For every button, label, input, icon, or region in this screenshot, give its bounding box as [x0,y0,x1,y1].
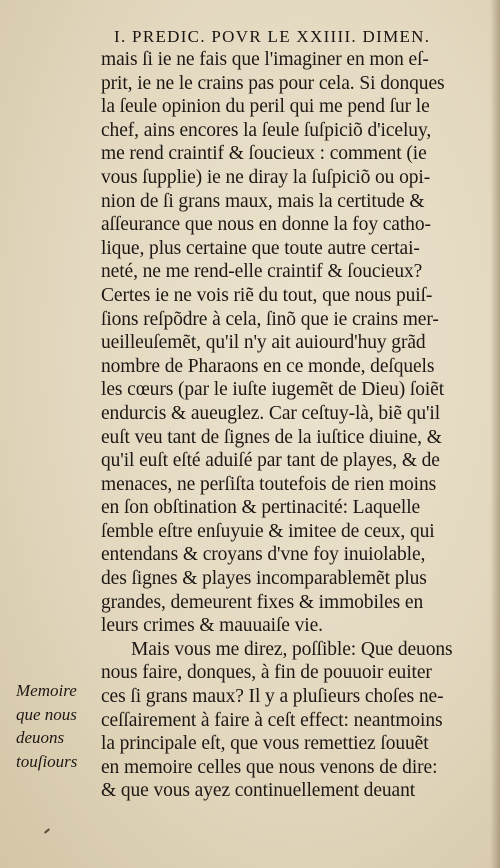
margin-note-line: que nous [16,704,77,724]
text-line: leurs crimes & mauuaiſe vie. [101,615,323,637]
text-line: mais ſi ie ne fais que l'imaginer en mon eſ- [101,49,429,70]
text-line: les cœurs (par le iuſte iugemẽt de Dieu) ſoiẽt [101,379,445,401]
marginal-note [16,679,101,773]
text-line: la principale eſt, que vous remettiez ſouuẽt [101,733,429,755]
text-line: endurcis & aueuglez. Car ceſtuy-là, biẽ qu'il [101,402,441,424]
margin-note-line: deuons [16,728,65,748]
text-line: me rend craintif & ſoucieux : comment (ie [101,143,427,165]
text-line: ſions reſpõdre à cela, ſinõ que ie crains mer- [101,308,439,330]
paragraph-first-line: Mais vous me direz, poſſible: Que deuons [131,638,453,660]
text-line: entendans & croyans d'vne foy inuiolable, [101,544,426,566]
margin-note-line: touſiours [16,751,78,771]
text-line: euſt veu tant de ſignes de la iuſtice diuine, & [101,426,442,448]
text-line: Certes ie ne vois riẽ du tout, que nous puiſ- [101,284,433,306]
text-line: aſſeurance que nous en donne la foy catho- [101,214,431,236]
text-line: & que vous ayez continuellement deuant [101,780,416,802]
text-line: prit, ie ne le crains pas pour cela. Si donques [101,72,445,94]
text-line: lique, plus certaine que toute autre certai- [101,237,420,259]
page-edge-shadow [490,0,500,868]
text-line: grandes, demeurent fixes & immobiles en [101,591,424,613]
text-line: nombre de Pharaons en ce monde, deſquels [101,355,435,377]
text-line: en memoire celles que nous venons de dire: [101,756,438,778]
margin-note-line: Memoire [16,681,77,700]
text-line: ces ſi grans maux? Il y a pluſieurs choſes ne- [101,686,444,708]
text-line: nion de ſi grans maux, mais la certitude & [101,190,425,212]
text-line: qu'il euſt eſté aduiſé par tant de playes, & de [101,450,440,472]
text-line: menaces, ne perſiſta toutefois de rien moins [101,473,437,495]
text-line: nous faire, donques, à fin de pouuoir euiter [101,662,432,684]
text-line: ceſſairement à faire à ceſt effect: neantmoins [101,709,443,731]
text-line: ueilleuſemẽt, qu'il n'y ait auiourd'huy grãd [101,332,426,354]
text-line: vous ſupplie) ie ne diray la ſuſpiciõ ou opi- [101,166,431,188]
text-line: ſemble eſtre enſuyuie & imitee de ceux, qui [101,520,435,542]
main-text [101,48,481,803]
text-line: des ſignes & playes incomparablemẽt plus [101,568,427,590]
text-line: neté, ne me rend-elle craintif & ſoucieux? [101,261,423,283]
text-line: chef, ains encores la ſeule ſuſpiciõ d'iceluy, [101,119,432,141]
text-line: la ſeule opinion du peril qui me pend ſur le [101,96,430,118]
text-line: en ſon obſtination & pertinacité: Laquelle [101,497,421,519]
running-header: I. PREDIC. POVR LE XXIIII. DIMEN. [114,27,431,46]
